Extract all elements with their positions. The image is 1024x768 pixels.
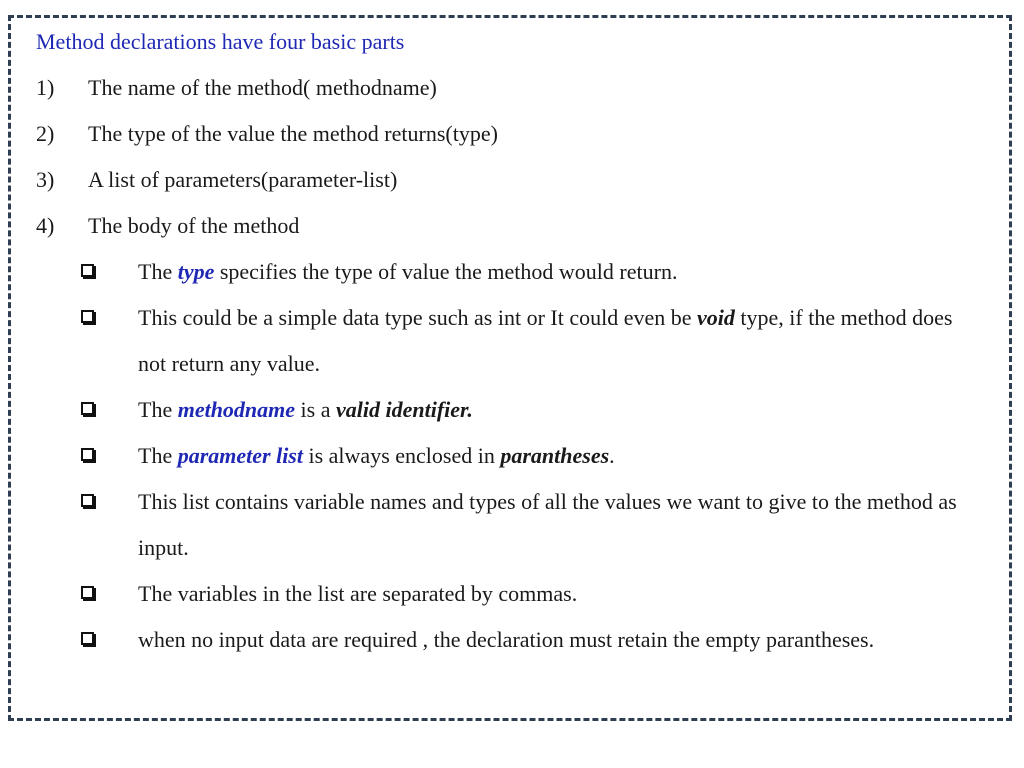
bullet-item-2 [81, 295, 961, 387]
checkbox-bullet-icon [81, 310, 94, 323]
keyword-methodname: methodname [177, 397, 296, 422]
bullet-item-1 [81, 249, 961, 295]
numbered-item-3 [36, 166, 397, 194]
item-text: The body of the method [88, 213, 300, 238]
numbered-item-4 [36, 212, 299, 240]
bullet-text: The methodname is a valid identifier. [138, 397, 473, 422]
bullet-text: The parameter list is always enclosed in parantheses. [138, 443, 615, 468]
bullet-text: when no input data are required , the declaration must retain the empty parantheses. [138, 627, 875, 652]
item-number: 1) [36, 75, 55, 100]
checkbox-bullet-icon [81, 632, 94, 645]
checkbox-bullet-icon [81, 264, 94, 277]
bullet-item-7 [81, 617, 961, 663]
keyword-valid-identifier: valid identifier. [336, 397, 473, 422]
bullet-text: The variables in the list are separated by commas. [138, 581, 578, 606]
keyword-void: void [697, 305, 735, 330]
item-text: A list of parameters(parameter-list) [88, 167, 398, 192]
numbered-item-1 [36, 74, 437, 102]
numbered-item-2 [36, 120, 498, 148]
bullet-text: This list contains variable names and types of all the values we want to give to the method as input. [138, 489, 957, 560]
bullet-item-6 [81, 571, 961, 617]
bullet-item-3 [81, 387, 961, 433]
bullet-item-4 [81, 433, 961, 479]
checkbox-bullet-icon [81, 448, 94, 461]
bullet-item-5 [81, 479, 961, 571]
checkbox-bullet-icon [81, 402, 94, 415]
item-number: 2) [36, 121, 55, 146]
checkbox-bullet-icon [81, 494, 94, 507]
item-text: The type of the value the method returns(type) [88, 121, 498, 146]
item-number: 3) [36, 167, 55, 192]
keyword-parameter-list: parameter list [177, 443, 303, 468]
item-number: 4) [36, 213, 55, 238]
slide-heading: Method declarations have four basic parts [36, 29, 405, 54]
keyword-parantheses: parantheses [500, 443, 610, 468]
item-text: The name of the method( methodname) [88, 75, 437, 100]
bullet-text: This could be a simple data type such as int or It could even be void type, if the method does not return any value. [138, 305, 953, 376]
keyword-type: type [177, 259, 215, 284]
bullet-text: The type specifies the type of value the method would return. [138, 259, 678, 284]
checkbox-bullet-icon [81, 586, 94, 599]
